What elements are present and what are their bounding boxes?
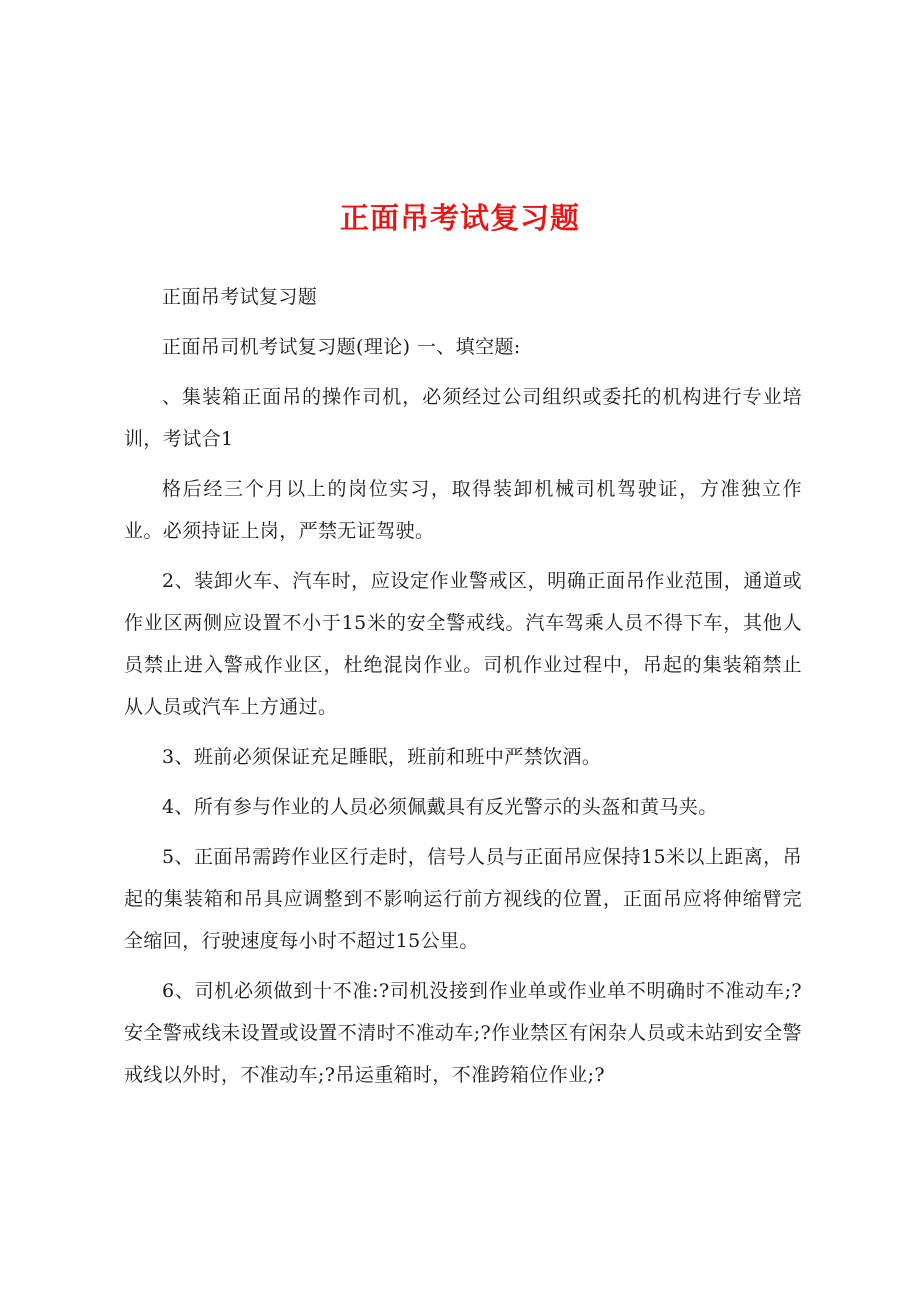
paragraph-item-6: 6、司机必须做到十不准:?司机没接到作业单或作业单不明确时不准动车;?安全警戒线未设置或设置不清时不准动车;?作业禁区有闲杂人员或未站到安全警戒线以外时，不准动车;?吊运重箱时，不准跨箱位作业;?: [124, 980, 802, 1086]
paragraph-item-5: 5、正面吊需跨作业区行走时，信号人员与正面吊应保持15米以上距离，吊起的集装箱和吊具应调整到不影响运行前方视线的位置，正面吊应将伸缩臂完全缩回，行驶速度每小时不超过15公里。: [124, 846, 802, 952]
paragraph-item-1-continued: 格后经三个月以上的岗位实习，取得装卸机械司机驾驶证，方准独立作业。必须持证上岗，严禁无证驾驶。: [124, 478, 802, 542]
paragraph-section-heading: 正面吊司机考试复习题(理论) 一、填空题:: [162, 336, 521, 358]
paragraph-heading: 正面吊考试复习题: [162, 286, 318, 308]
paragraph-item-3: 3、班前必须保证充足睡眠，班前和班中严禁饮酒。: [162, 746, 602, 768]
paragraph-item-4: 4、所有参与作业的人员必须佩戴具有反光警示的头盔和黄马夹。: [162, 796, 718, 818]
paragraph-item-1: 、集装箱正面吊的操作司机，必须经过公司组织或委托的机构进行专业培训，考试合1: [124, 386, 802, 450]
paragraph-item-2: 2、装卸火车、汽车时，应设定作业警戒区，明确正面吊作业范围，通道或作业区两侧应设置不小于15米的安全警戒线。汽车驾乘人员不得下车，其他人员禁止进入警戒作业区，杜绝混岗作业。司机作业过程中，吊起的集装箱禁止从人员或汽车上方通过。: [124, 570, 802, 718]
document-title: 正面吊考试复习题: [339, 201, 580, 235]
document-body: [124, 276, 802, 1104]
